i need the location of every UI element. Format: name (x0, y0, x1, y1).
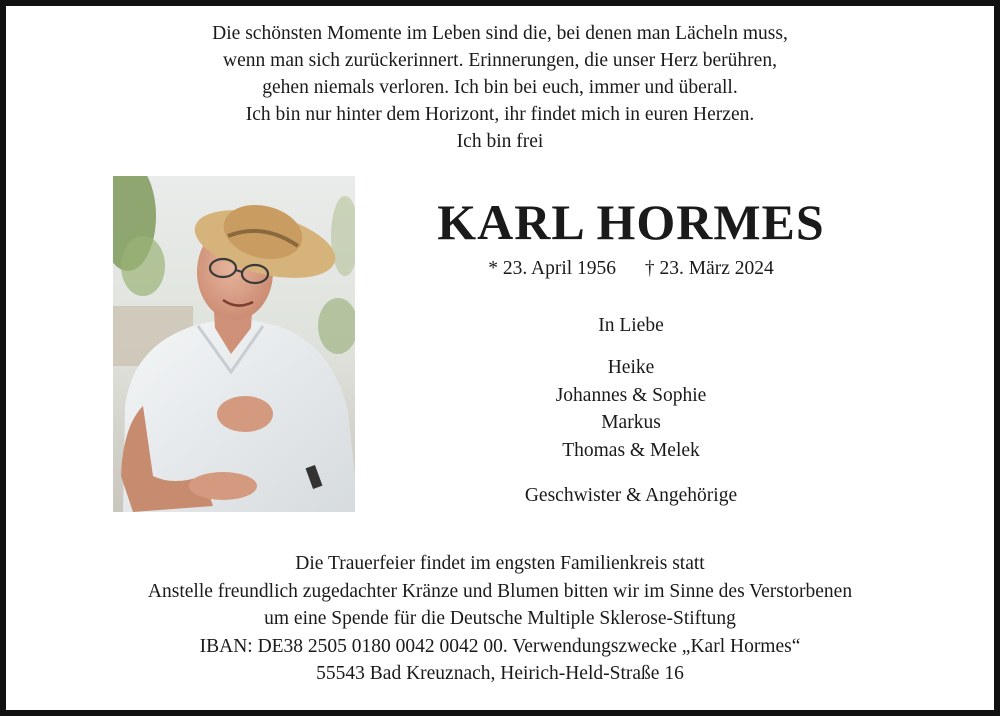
portrait-photo (113, 176, 355, 512)
poem-line: wenn man sich zurückerinnert. Erinnerungen, die unser Herz berühren, (223, 50, 777, 71)
family-block (366, 312, 896, 510)
info-line: Anstelle freundlich zugedachter Kränze und Blumen bitten wir im Sinne des Verstorbenen (147, 580, 853, 602)
poem-line: gehen niemals verloren. Ich bin bei euch, immer und überall. (262, 77, 738, 98)
family-member: Heike (607, 357, 655, 378)
info-line: Die Trauerfeier findet im engsten Familienkreis statt (295, 553, 705, 574)
info-line: um eine Spende für die Deutsche Multiple Sklerose-Stiftung (264, 608, 736, 629)
poem-line: Die schönsten Momente im Leben sind die, bei denen man Lächeln muss, (212, 23, 788, 44)
deceased-name: KARL HORMES (437, 194, 825, 250)
portrait-illustration (113, 176, 355, 512)
in-love-label: In Liebe (598, 315, 664, 336)
memorial-poem (6, 20, 994, 155)
death-date: † 23. März 2024 (644, 258, 774, 279)
life-dates (366, 256, 896, 282)
family-member: Thomas & Melek (562, 439, 700, 461)
family-member: Johannes & Sophie (555, 384, 707, 406)
poem-line: Ich bin frei (456, 131, 544, 152)
family-member: Markus (601, 412, 661, 433)
poem-line: Ich bin nur hinter dem Horizont, ihr findet mich in euren Herzen. (245, 104, 755, 125)
birth-date: * 23. April 1956 (488, 258, 617, 279)
relatives-label: Geschwister & Angehörige (524, 485, 738, 506)
info-line: 55543 Bad Kreuznach, Heirich-Held-Straße 16 (316, 663, 684, 684)
funeral-info (6, 550, 994, 688)
deceased-block (366, 192, 896, 282)
info-line: IBAN: DE38 2505 0180 0042 0042 00. Verwendungszwecke „Karl Hormes“ (199, 635, 801, 657)
